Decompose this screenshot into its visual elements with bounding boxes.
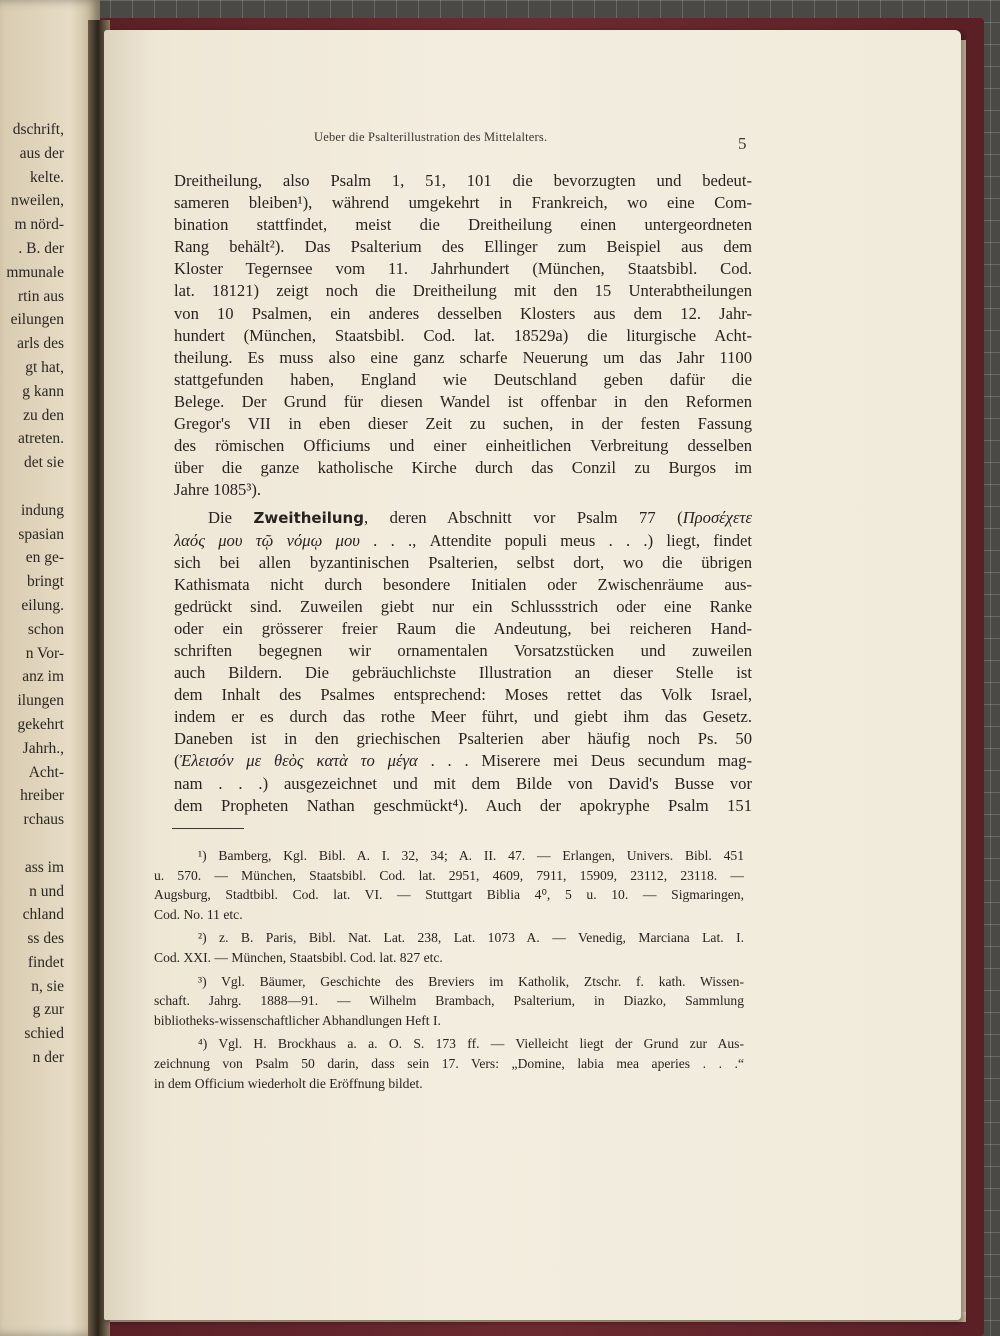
footnote-2 [154, 928, 744, 967]
text-line: oder ein grösserer freier Raum die Andeutung, bei reicheren Hand- [174, 618, 752, 638]
footnote-line: ¹) Bamberg, Kgl. Bibl. A. I. 32, 34; A. II. 47. — Erlangen, Univers. Bibl. 451 [198, 848, 744, 863]
text-line: gedrückt sind. Zuweilen giebt nur ein Schlussstrich oder eine Ranke [174, 596, 752, 616]
footnote-rule [172, 828, 244, 829]
text-line: auch Bildern. Die gebräuchlichste Illustration an dieser Stelle ist [174, 663, 752, 683]
left-page-line: . B. der [18, 239, 64, 257]
greek-text: Ἐλεισόν με θεὸς κατὰ το μέγα [179, 751, 418, 771]
left-page-line: schon [27, 620, 64, 638]
text-line: stattgefunden haben, England wie Deutschland geben dafür die [174, 369, 752, 389]
greek-text: λαός μου τῷ νόμῳ μου [174, 530, 360, 550]
footnote-1 [154, 846, 744, 924]
left-page-line [0, 475, 64, 499]
text-line: Kloster Tegernsee vom 11. Jahrhundert (München, Staatsbibl. Cod. [174, 259, 752, 279]
page-number: 5 [738, 134, 747, 153]
text-line: Belege. Der Grund für diesen Wandel ist offenbar in den Reformen [174, 391, 752, 411]
left-page-line: hreiber [20, 787, 64, 805]
footnote-line: zeichnung von Psalm 50 darin, dass sein 17. Vers: „Domine, labia mea aperies . . .“ [154, 1055, 744, 1071]
text-line: Jahre 1085³). [174, 480, 261, 500]
left-page-line: arls des [17, 335, 64, 353]
footnote-line: schaft. Jahrg. 1888—91. — Wilhelm Brambach, Psalterium, in Diazko, Sammlung [154, 993, 744, 1009]
left-page-line [0, 832, 64, 856]
left-page-line: schied [24, 1025, 64, 1043]
text-line: Kathismata nicht durch besondere Initialen oder Zwischenräume aus- [174, 574, 752, 594]
footnote-line: u. 570. — München, Staatsbibl. Cod. lat. 2951, 4609, 7911, 15909, 23112, 23118. — [154, 867, 744, 883]
left-page-line: m nörd- [14, 216, 64, 234]
text-line: sameren bleiben¹), während umgekehrt in Frankreich, wo eine Com- [174, 193, 752, 213]
text-line: nam . . .) ausgezeichnet und mit dem Bilde von David's Busse vor [174, 773, 752, 793]
footnote-line: Cod. XXI. — München, Staatsbibl. Cod. lat. 827 etc. [154, 949, 443, 965]
footnote-line: ⁴) Vgl. H. Brockhaus a. a. O. S. 173 ff. — Vielleicht liegt der Grund zur Aus- [198, 1036, 744, 1052]
left-page-line: rtin aus [17, 287, 64, 305]
footnote-line: Cod. No. 11 etc. [154, 906, 243, 922]
text-line: indem er es durch das rothe Meer führt, und giebt ihm das Gesetz. [174, 707, 752, 727]
left-page-line: g kann [22, 382, 64, 400]
text-line: über die ganze katholische Kirche durch das Conzil zu Burgos im [174, 458, 752, 478]
greek-text: Προσέχετε [682, 508, 752, 528]
left-page-text [0, 118, 64, 1070]
left-page-line: chland [22, 906, 64, 924]
body-text [174, 170, 752, 817]
left-page-line: anz im [22, 668, 64, 686]
footnote-3 [154, 972, 744, 1031]
text-line: Rang behält²). Das Psalterium des Ellinger zum Beispiel aus dem [174, 237, 752, 257]
footnote-line: ³) Vgl. Bäumer, Geschichte des Breviers im Katholik, Ztschr. f. kath. Wissen- [198, 973, 744, 989]
bold-term: Zweitheilung [253, 509, 364, 528]
text-line: lat. 18121) zeigt noch die Dreitheilung mit den 15 Unterabtheilungen [174, 281, 752, 301]
left-page-line: eilungen [10, 311, 64, 329]
text-line: schriften begegnen wir ornamentalen Vorsatzstücken und zuweilen [174, 640, 752, 660]
left-page-line: dschrift, [12, 121, 64, 138]
left-page-line: en ge- [25, 549, 64, 567]
footnote-line: Augsburg, Stadtbibl. Cod. lat. VI. — Stuttgart Biblia 4⁰, 5 u. 10. — Sigmaringen, [154, 887, 744, 903]
left-page-line: Acht- [28, 763, 64, 781]
left-page-line: indung [20, 501, 64, 519]
left-page-line: eilung. [21, 596, 64, 614]
left-page-line: findet [27, 953, 64, 971]
paragraph-1 [174, 170, 752, 501]
left-page-line: n Vor- [25, 644, 64, 662]
footnotes [154, 846, 744, 1097]
left-page-line: kelte. [30, 168, 64, 186]
text-line: Gregor's VII in eben dieser Zeit zu suchen, in der festen Fassung [174, 414, 752, 434]
text-line: theilung. Es muss also eine ganz scharfe Neuerung um das Jahr 1100 [174, 347, 752, 367]
left-page-line: atreten. [17, 430, 64, 448]
text-line: Daneben ist in den griechischen Psalterien aber häufig noch Ps. 50 [174, 729, 752, 749]
left-page-line: det sie [23, 454, 64, 472]
left-page-line: n, sie [31, 977, 64, 995]
left-page-line: mmunale [6, 263, 64, 281]
text-line: dem Propheten Nathan geschmückt⁴). Auch der apokryphe Psalm 151 [174, 795, 752, 815]
left-page-line: nweilen, [11, 192, 64, 210]
text-line: Dreitheilung, also Psalm 1, 51, 101 die bevorzugten und bedeut- [174, 171, 752, 190]
left-page-line: ass im [24, 858, 64, 876]
left-page-line: spasian [18, 525, 64, 543]
text-line: von 10 Psalmen, ein anderes desselben Klosters aus dem 12. Jahr- [174, 303, 752, 323]
left-page-line: ss des [27, 930, 64, 948]
footnote-line: in dem Officium wiederholt die Eröffnung bildet. [154, 1075, 423, 1091]
footnote-4 [154, 1034, 744, 1093]
left-page [0, 0, 100, 1336]
running-head: Ueber die Psalterillustration des Mittelalters. [314, 130, 548, 144]
left-page-line: Jahrh., [22, 739, 64, 757]
text-line: des römischen Officiums und einer einheitlichen Verbreitung desselben [174, 436, 752, 456]
left-page-line: rchaus [23, 811, 64, 829]
text-line: λαός μου τῷ νόμῳ μου . . ., Attendite populi meus . . .) liegt, findet [174, 530, 752, 550]
left-page-line: gt hat, [25, 358, 64, 376]
text-line: hundert (München, Staatsbibl. Cod. lat. 18529a) die liturgische Acht- [174, 325, 752, 345]
left-page-line: ilungen [17, 692, 64, 710]
left-page-line: aus der [19, 144, 64, 162]
text-line: bination stattfindet, meist die Dreitheilung einen untergeordneten [174, 215, 752, 235]
left-page-line: bringt [26, 573, 64, 591]
left-page-line: n der [32, 1049, 64, 1067]
left-page-line: n und [29, 882, 64, 900]
text-line: sich bei allen byzantinischen Psalterien, selbst dort, wo die übrigen [174, 552, 752, 572]
text-line: dem Inhalt des Psalmes entsprechend: Moses rettet das Volk Israel, [174, 685, 752, 705]
footnote-line: ²) z. B. Paris, Bibl. Nat. Lat. 238, Lat. 1073 A. — Venedig, Marciana Lat. I. [198, 930, 744, 946]
footnote-line: bibliotheks-wissenschaftlicher Abhandlungen Heft I. [154, 1012, 441, 1028]
left-page-line: gekehrt [17, 715, 64, 733]
text-line: (Ἐλεισόν με θεὸς κατὰ το μέγα . . . Miserere mei Deus secundum mag- [174, 751, 752, 771]
left-page-line: zu den [23, 406, 64, 424]
paragraph-2 [174, 507, 752, 816]
text-line: Die Zweitheilung, deren Abschnitt vor Psalm 77 (Προσέχετε [208, 508, 752, 528]
left-page-line: g zur [32, 1001, 64, 1019]
